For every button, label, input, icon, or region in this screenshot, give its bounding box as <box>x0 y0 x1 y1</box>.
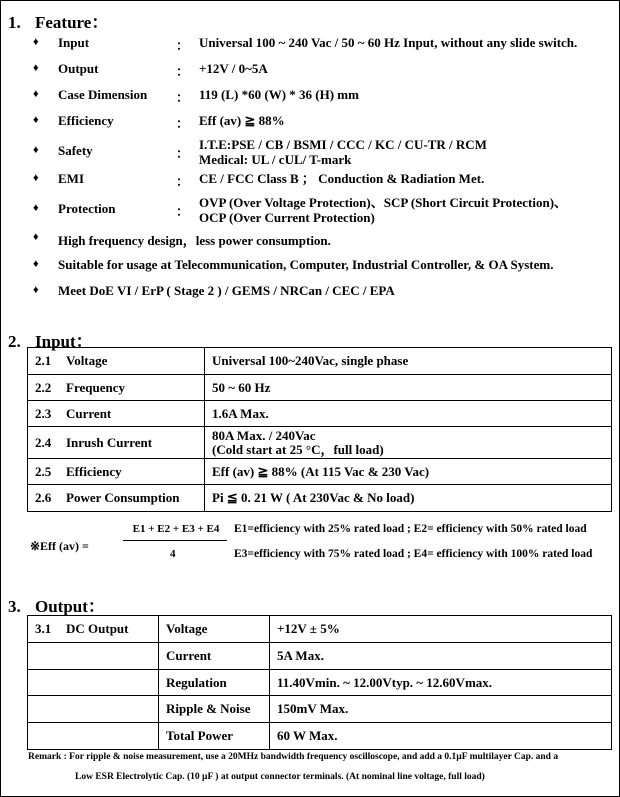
input-value-line: Universal 100~240Vac, single phase <box>212 353 409 368</box>
output-table-row <box>28 670 612 696</box>
feature-value-line: +12V / 0~5A <box>199 61 268 76</box>
feature-colon: ： <box>176 38 190 53</box>
output-param-cell: Current <box>159 643 270 670</box>
output-group-cell <box>28 723 159 750</box>
diamond-bullet-icon: ♦ <box>33 114 39 126</box>
input-section-label: Input： <box>35 332 93 351</box>
feature-label: Efficiency <box>58 113 114 128</box>
feature-label: Input <box>58 35 90 50</box>
input-param-cell <box>28 401 205 427</box>
diamond-bullet-icon: ♦ <box>33 172 39 184</box>
input-value-line: Eff (av) ≧ 88% (At 115 Vac & 230 Vac) <box>212 463 430 479</box>
diamond-bullet-icon: ♦ <box>33 88 39 100</box>
input-param-name: Voltage <box>66 353 108 368</box>
input-value-cell <box>205 485 612 512</box>
diamond-bullet-icon: ♦ <box>33 62 39 74</box>
output-param-cell: Ripple & Noise <box>159 696 270 723</box>
feature-value-line: Universal 100 ~ 240 Vac / 50 ~ 60 Hz Input, without any slide switch. <box>199 35 578 50</box>
eff-formula-line1: E1=efficiency with 25% rated load ; E2= efficiency with 50% rated load <box>234 523 587 535</box>
feature-label: Safety <box>58 143 93 158</box>
output-table-row <box>28 616 612 643</box>
feature-value <box>199 137 487 167</box>
output-spec-table <box>27 615 612 750</box>
input-value-line: 50 ~ 60 Hz <box>212 379 271 395</box>
feature-note-text: Meet DoE VI / ErP ( Stage 2 ) / GEMS / NRCan / CEC / EPA <box>58 283 395 298</box>
feature-colon: ： <box>176 116 190 131</box>
diamond-bullet-icon: ♦ <box>33 258 39 270</box>
output-group-label: DC Output <box>66 621 129 636</box>
input-param-name: Efficiency <box>66 463 122 479</box>
feature-colon: ： <box>176 90 190 105</box>
input-param-cell <box>28 485 205 512</box>
feature-label: Protection <box>58 201 116 216</box>
feature-value <box>199 195 567 225</box>
feature-colon: ： <box>176 64 190 79</box>
output-param-cell: Voltage <box>159 616 270 643</box>
input-table-row <box>28 485 612 512</box>
feature-value-line: I.T.E:PSE / CB / BSMI / CCC / KC / CU-TR / RCM <box>199 137 487 152</box>
input-row-number: 2.3 <box>35 405 52 421</box>
feature-colon: ： <box>176 174 190 189</box>
input-row-number: 2.5 <box>35 463 52 479</box>
eff-formula-numerator: E1 + E2 + E3 + E4 <box>132 523 220 535</box>
feature-label: Output <box>58 61 99 76</box>
input-param-cell <box>28 348 205 375</box>
feature-value <box>199 113 285 128</box>
diamond-bullet-icon: ♦ <box>33 144 39 156</box>
input-value-cell <box>205 459 612 485</box>
output-group-cell <box>28 696 159 723</box>
feature-section-number: 1. <box>8 13 21 32</box>
input-table-row <box>28 459 612 485</box>
output-value-cell: 5A Max. <box>270 643 612 670</box>
input-table-row <box>28 348 612 375</box>
output-param-cell: Regulation <box>159 670 270 696</box>
output-value-cell: +12V ± 5% <box>270 616 612 643</box>
feature-value <box>199 35 577 50</box>
feature-note-text: Suitable for usage at Telecommunication, Computer, Industrial Controller, & OA System. <box>58 257 554 272</box>
output-value-cell: 60 W Max. <box>270 723 612 750</box>
feature-value-line: CE / FCC Class B ； Conduction & Radiation Met. <box>199 171 485 186</box>
feature-value <box>199 87 359 102</box>
input-row-number: 2.1 <box>35 353 52 368</box>
input-value-cell <box>205 348 612 375</box>
input-row-number: 2.4 <box>35 434 52 450</box>
eff-formula-line2: E3=efficiency with 75% rated load ; E4= efficiency with 100% rated load <box>234 548 593 560</box>
output-table-row <box>28 723 612 750</box>
feature-value-line: Eff (av) ≧ 88% <box>199 113 285 128</box>
input-table-row <box>28 427 612 459</box>
input-value-cell <box>205 401 612 427</box>
input-table-row <box>28 401 612 427</box>
input-value-line: Pi ≦ 0. 21 W ( At 230Vac & No load) <box>212 490 415 505</box>
output-group-number: 3.1 <box>35 621 52 636</box>
output-table-row <box>28 643 612 670</box>
feature-value-line: 119 (L) *60 (W) * 36 (H) mm <box>199 87 359 102</box>
output-group-cell <box>28 643 159 670</box>
input-section-number: 2. <box>8 332 21 351</box>
eff-formula-denominator: 4 <box>170 548 176 560</box>
remark-line-1: Remark : For ripple & noise measurement, use a 20MHz bandwidth frequency oscilloscope, and add a 0.1µF multilayer Cap. and a <box>28 752 559 762</box>
output-group-cell <box>28 670 159 696</box>
feature-colon: ： <box>176 204 190 219</box>
input-value-cell <box>205 427 612 459</box>
feature-value-line: OVP (Over Voltage Protection)、SCP (Short Circuit Protection)、 <box>199 195 568 210</box>
feature-value-line: Medical: UL / cUL/ T-mark <box>199 152 352 167</box>
diamond-bullet-icon: ♦ <box>33 231 39 243</box>
output-section-number: 3. <box>8 597 21 616</box>
input-param-name: Frequency <box>66 379 125 395</box>
input-param-cell <box>28 427 205 459</box>
eff-formula-divider <box>123 540 227 541</box>
input-value-cell <box>205 375 612 401</box>
feature-label: EMI <box>58 171 84 186</box>
feature-value-line: OCP (Over Current Protection) <box>199 210 375 225</box>
eff-formula-lhs: ※Eff (av) = <box>30 539 89 553</box>
output-value-cell: 11.40Vmin. ~ 12.00Vtyp. ~ 12.60Vmax. <box>270 670 612 696</box>
input-row-number: 2.2 <box>35 379 52 395</box>
input-value-line: 1.6A Max. <box>212 405 269 421</box>
input-param-cell <box>28 375 205 401</box>
output-param-cell: Total Power <box>159 723 270 750</box>
input-table-row <box>28 375 612 401</box>
diamond-bullet-icon: ♦ <box>33 284 39 296</box>
input-row-number: 2.6 <box>35 490 52 505</box>
feature-label: Case Dimension <box>58 87 148 102</box>
output-section-label: Output： <box>35 597 105 616</box>
output-group-cell <box>28 616 159 643</box>
output-section-title <box>8 592 105 617</box>
input-param-name: Inrush Current <box>66 434 153 450</box>
feature-value <box>199 61 268 76</box>
input-param-name: Power Consumption <box>66 490 180 505</box>
input-spec-table <box>27 347 612 512</box>
diamond-bullet-icon: ♦ <box>33 202 39 214</box>
feature-section-title <box>8 8 108 33</box>
feature-colon: ： <box>176 146 190 161</box>
remark-line-2: Low ESR Electrolytic Cap. (10 µF ) at output connector terminals. (At nominal line voltage, full load) <box>75 772 485 782</box>
feature-section-label: Feature： <box>35 13 109 32</box>
input-value-line: (Cold start at 25 °C，full load) <box>212 441 384 457</box>
diamond-bullet-icon: ♦ <box>33 36 39 48</box>
output-value-cell: 150mV Max. <box>270 696 612 723</box>
input-value-line: 80A Max. / 240Vac <box>212 427 316 443</box>
input-param-cell <box>28 459 205 485</box>
output-table-row <box>28 696 612 723</box>
feature-value <box>199 171 484 186</box>
feature-note-text: High frequency design，less power consumption. <box>58 233 331 248</box>
input-param-name: Current <box>66 405 112 421</box>
